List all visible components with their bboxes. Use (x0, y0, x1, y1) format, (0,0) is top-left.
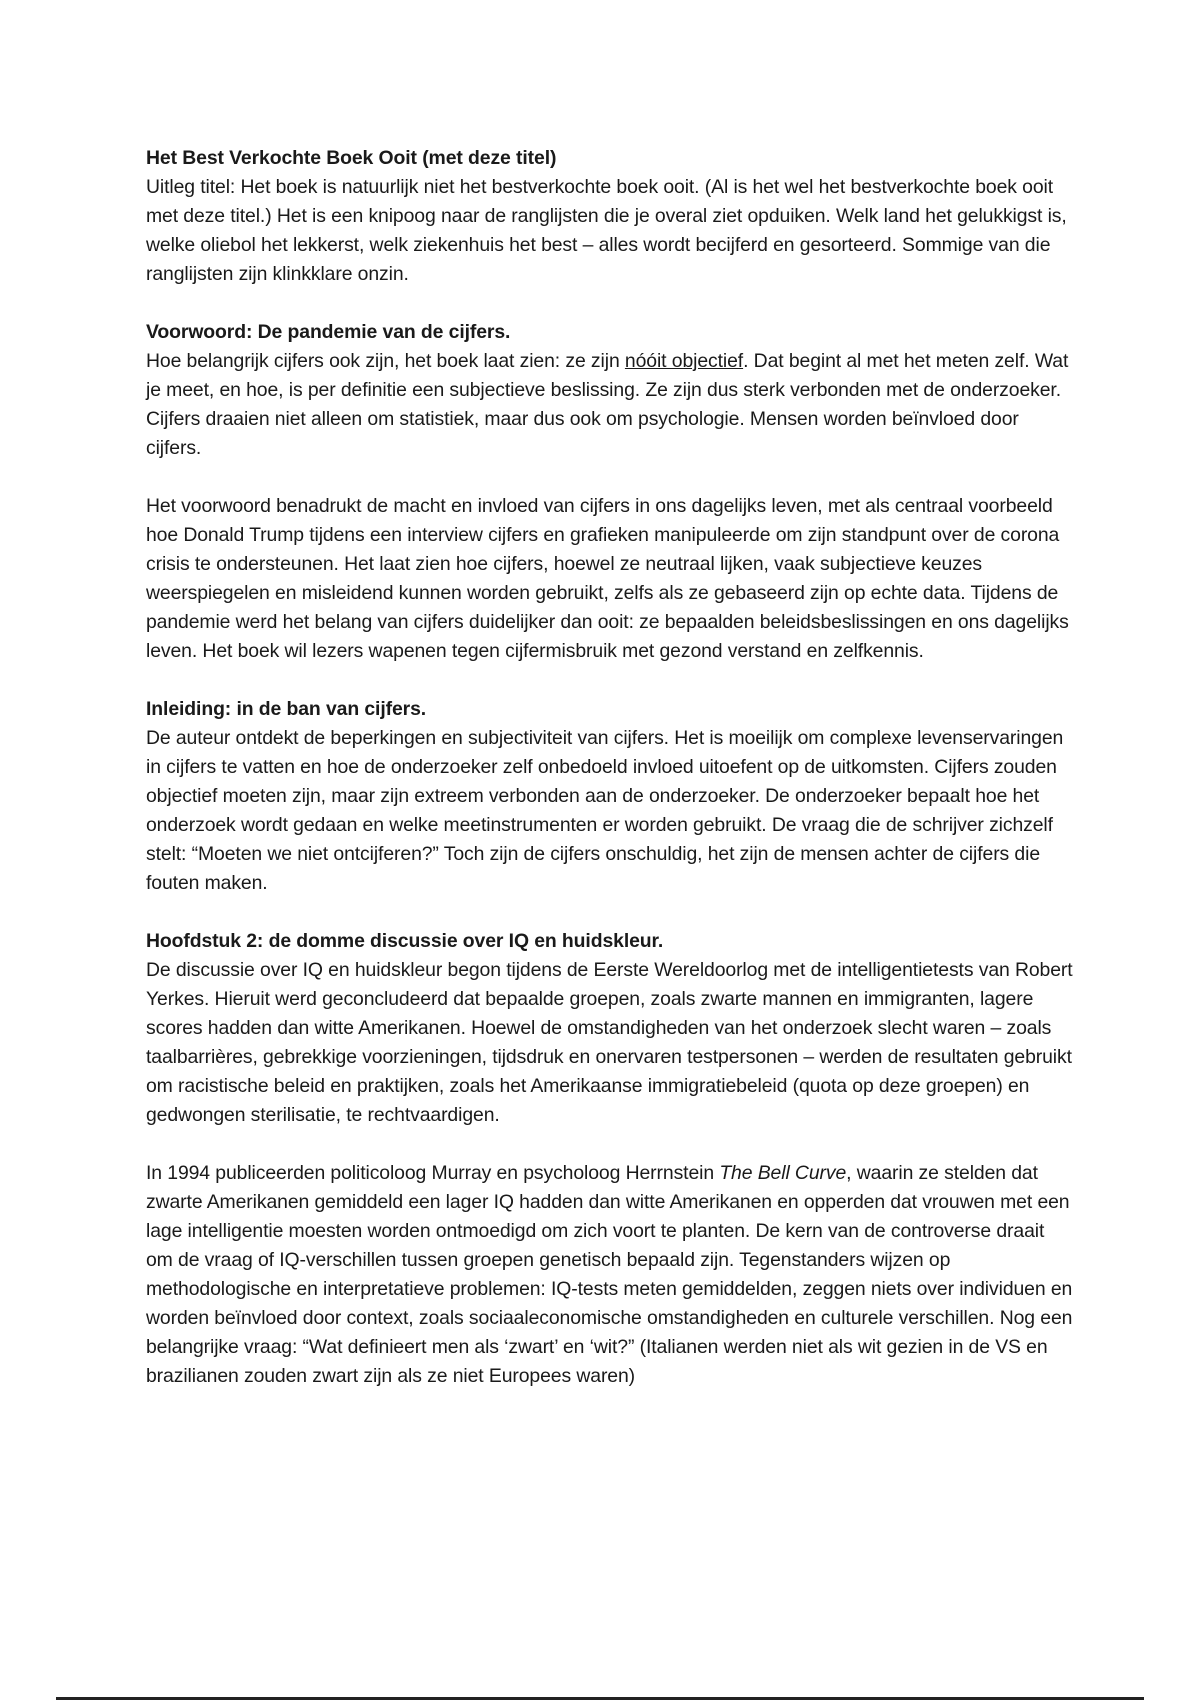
paragraph: Het voorwoord benadrukt de macht en invloed van cijfers in ons dagelijks leven, met als centraal voorbeeld hoe Donald Trump tijdens een interview cijfers en grafieken manipuleerde om zijn standpunt over de corona crisis te ondersteunen. Het laat zien hoe cijfers, hoewel ze neutraal lijken, vaak subjectieve keuzes weerspiegelen en misleidend kunnen worden gebruikt, zelfs als ze gebaseerd zijn op echte data. Tijdens de pandemie werd het belang van cijfers duidelijker dan ooit: ze bepaalden beleidsbeslissingen en ons dagelijks leven. Het boek wil lezers wapenen tegen cijfermisbruik met gezond verstand en zelfkennis. (146, 495, 1069, 662)
paragraph: De auteur ontdekt de beperkingen en subjectiviteit van cijfers. Het is moeilijk om complexe levenservaringen in cijfers te vatten en hoe de onderzoeker zelf onbedoeld invloed uitoefent op de uitkomsten. Cijfers zouden objectief moeten zijn, maar zijn extreem verbonden aan de onderzoeker. De onderzoeker bepaalt hoe het onderzoek wordt gedaan en welke meetinstrumenten er worden gebruikt. De vraag die de schrijver zichzelf stelt: “Moeten we niet ontcijferen?” Toch zijn de cijfers onschuldig, het zijn de mensen achter de cijfers die fouten maken. (146, 727, 1064, 894)
section-heading: Voorwoord: De pandemie van de cijfers. (146, 321, 511, 343)
section-introduction (146, 695, 1076, 898)
paragraph: De discussie over IQ en huidskleur begon tijdens de Eerste Wereldoorlog met de intelligentietests van Robert Yerkes. Hieruit werd geconcludeerd dat bepaalde groepen, zoals zwarte mannen en immigranten, lagere scores hadden dan witte Amerikanen. Hoewel de omstandigheden van het onderzoek slecht waren – zoals taalbarrières, gebrekkige voorzieningen, tijdsdruk en onervaren testpersonen – werden de resultaten gebruikt om racistische beleid en praktijken, zoals het Amerikaanse immigratiebeleid (quota op deze groepen) en gedwongen sterilisatie, te rechtvaardigen. (146, 959, 1073, 1126)
section-title-explanation (146, 144, 1076, 289)
text-run: . Dat begint al met het meten zelf. Wat je meet, en hoe, is per definitie een subjectieve beslissing. Ze zijn dus sterk verbonden met de onderzoeker. Cijfers draaien niet alleen om statistiek, maar dus ook om psychologie. Mensen worden beïnvloed door cijfers. (146, 350, 1069, 459)
text-run: , waarin ze stelden dat zwarte Amerikanen gemiddeld een lager IQ hadden dan witte Amerikanen en opperden dat vrouwen met een lage intelligentie moesten worden ontmoedigd om zich voort te planten. De kern van de controverse draait om de vraag of IQ-verschillen tussen groepen genetisch bepaald zijn. Tegenstanders wijzen op methodologische en interpretatieve problemen: IQ-tests meten gemiddelden, zeggen niets over individuen en worden beïnvloed door context, zoals sociaaleconomische omstandigheden en culturele verschillen. Nog een belangrijke vraag: “Wat definieert men als ‘zwart’ en ‘wit?” (Italianen werden niet als wit gezien in de VS en brazilianen zouden zwart zijn als ze niet Europees waren) (146, 1162, 1073, 1387)
text-run: In 1994 publiceerden politicoloog Murray en psycholoog Herrnstein (146, 1162, 720, 1184)
section-chapter-2 (146, 927, 1076, 1391)
section-heading: Hoofdstuk 2: de domme discussie over IQ en huidskleur. (146, 930, 664, 952)
text-run: Hoe belangrijk cijfers ook zijn, het boek laat zien: ze zijn (146, 350, 625, 372)
book-title-italic: The Bell Curve (719, 1162, 847, 1184)
document-page (146, 144, 1076, 1420)
section-foreword (146, 318, 1076, 666)
paragraph: Uitleg titel: Het boek is natuurlijk niet het bestverkochte boek ooit. (Al is het wel het bestverkochte boek ooit met deze titel.) Het is een knipoog naar de ranglijsten die je overal ziet opduiken. Welk land het gelukkigst is, welke oliebol het lekkerst, welk ziekenhuis het best – alles wordt becijferd en gesorteerd. Sommige van die ranglijsten zijn klinkklare onzin. (146, 176, 1067, 285)
section-heading: Het Best Verkochte Boek Ooit (met deze titel) (146, 147, 557, 169)
section-heading: Inleiding: in de ban van cijfers. (146, 698, 427, 720)
paragraph (146, 1159, 1076, 1391)
paragraph (146, 347, 1076, 463)
underlined-emphasis: nóóit objectief (624, 350, 744, 372)
